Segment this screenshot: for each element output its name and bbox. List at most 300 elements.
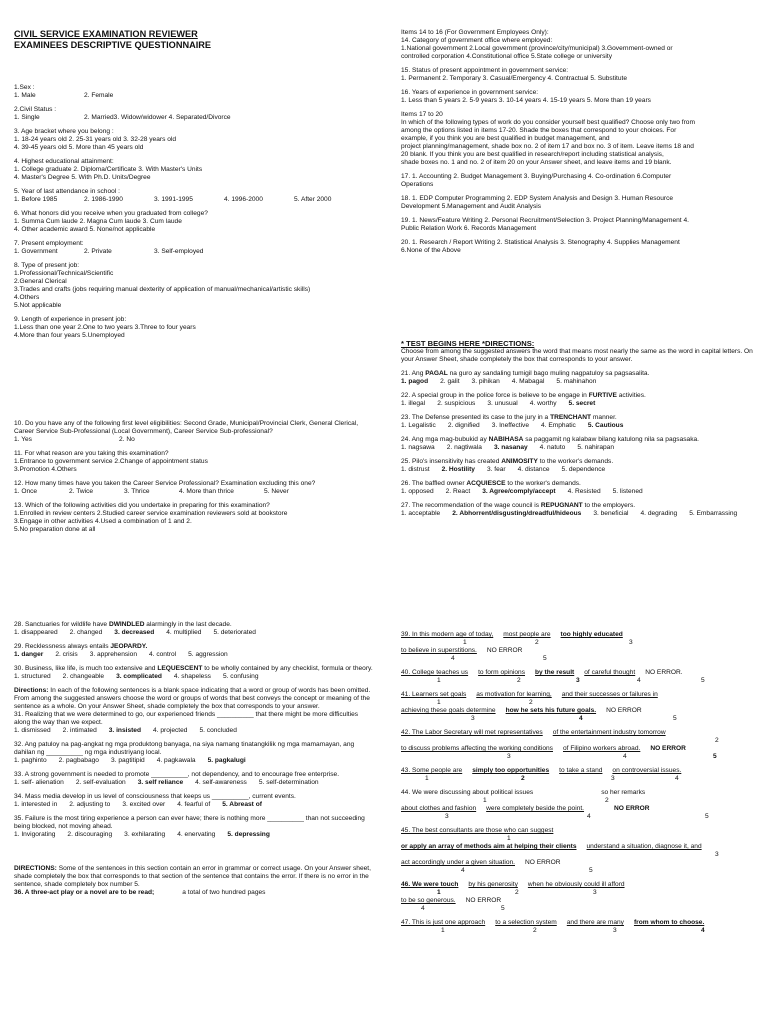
option: 3. Agree/comply/accept bbox=[482, 488, 556, 495]
option: 3. Ineffective bbox=[491, 422, 530, 429]
option: 1. self- alienation bbox=[14, 779, 64, 786]
error-segment: 41. Learners set goals bbox=[401, 691, 467, 698]
option: 3. complicated bbox=[116, 673, 162, 680]
error-item bbox=[401, 827, 759, 875]
test-question: 26. The baffled owner ACQUIESCE to the worker's demands. bbox=[401, 480, 581, 487]
option: 1. illegal bbox=[401, 400, 426, 407]
option: 1. Invigorating bbox=[14, 831, 56, 838]
option: 5. confusing bbox=[222, 673, 259, 680]
test-item bbox=[401, 370, 759, 386]
test-options bbox=[14, 673, 374, 681]
segment-number: 1 bbox=[425, 775, 429, 782]
test-item bbox=[401, 480, 759, 496]
error-segment: NO ERROR bbox=[614, 805, 650, 812]
text-line: In which of the following types of work do you consider yourself best qualified? Choose only two from bbox=[401, 119, 695, 126]
segment-number: 4 bbox=[461, 867, 465, 874]
test-item bbox=[14, 771, 374, 787]
option: 4. enervating bbox=[177, 831, 216, 838]
directions-text: Directions: In each of the following sentences is a blank space indicating that a word or group of words has been omitted. From among the suggested answers choose the word or groups of words that best conveys the concept or meaning of the sentence as a whole. On your Answer Sheet, shade completely the box that corresponds to your answer. bbox=[14, 687, 371, 710]
test-options bbox=[14, 831, 374, 839]
sentence-line bbox=[401, 691, 759, 699]
option: 2. Private bbox=[84, 248, 112, 255]
error-segment: too highly educated bbox=[560, 631, 623, 638]
text-line: 14. Category of government office where employed: bbox=[401, 37, 553, 44]
option: 4. natuto bbox=[539, 444, 566, 451]
test-item bbox=[401, 414, 759, 430]
segment-number: 5 bbox=[543, 655, 547, 662]
text-line: 19. 1. News/Feature Writing 2. Personal Recruitment/Selection 3. Project Planning/Management 4. bbox=[401, 217, 689, 224]
sentence-line bbox=[401, 897, 759, 905]
error-segment: to believe in superstitions. bbox=[401, 647, 477, 654]
option: 5. dependence bbox=[561, 466, 606, 473]
document-title: CIVIL SERVICE EXAMINATION REVIEWER bbox=[14, 29, 198, 39]
keyword: FURTIVE bbox=[588, 392, 617, 399]
sentence-line bbox=[401, 767, 759, 775]
sentence-line bbox=[401, 843, 759, 851]
option: 1. acceptable bbox=[401, 510, 441, 517]
option: 5. secret bbox=[568, 400, 596, 407]
text-line: Development 5.Management and Audit Analysis bbox=[401, 203, 542, 210]
question-block bbox=[14, 240, 374, 256]
option: 5. depressing bbox=[227, 831, 270, 838]
option-row bbox=[14, 248, 374, 256]
option: 1. Single bbox=[14, 114, 40, 121]
segment-number: 3 bbox=[629, 639, 633, 646]
question-block bbox=[401, 67, 759, 83]
test-options bbox=[14, 727, 374, 735]
test-item bbox=[401, 502, 759, 518]
text-line: project planning/management, shade box no. 2 of item 17 and box no. 3 of item. Leave items 18 and bbox=[401, 143, 694, 150]
test-question: 24. Ang mga mag-bubukid ay NABIHASA sa paggamit ng kalabaw bilang katulong nila sa pagsasaka. bbox=[401, 436, 700, 443]
option: 4. projected bbox=[153, 727, 188, 734]
option: 4. worthy bbox=[529, 400, 557, 407]
option: 2. intimated bbox=[62, 727, 97, 734]
sentence-line bbox=[401, 647, 759, 655]
keyword: PAGAL bbox=[425, 370, 448, 377]
question-text: 2.Civil Status : bbox=[14, 106, 57, 113]
option-row bbox=[14, 114, 374, 122]
error-item bbox=[401, 691, 759, 723]
segment-number: 3 bbox=[471, 715, 475, 722]
segment-number: 3 bbox=[576, 677, 580, 684]
question-block bbox=[14, 158, 374, 182]
error-segment: to take a stand bbox=[559, 767, 603, 774]
test-question: 27. The recommendation of the wage council is REPUGNANT to the employers. bbox=[401, 502, 636, 509]
question-block bbox=[14, 450, 374, 474]
sentence-line bbox=[401, 881, 759, 889]
option: 4. control bbox=[148, 651, 177, 658]
segment-number: 4 bbox=[701, 927, 705, 934]
option: 2. discouraging bbox=[67, 831, 113, 838]
option: 2. Abhorrent/disgusting/dreadful/hideous bbox=[452, 510, 582, 517]
test-question: 22. A special group in the police force is believe to be engage in FURTIVE activities. bbox=[401, 392, 646, 399]
question-block bbox=[401, 239, 759, 255]
text-line: Operations bbox=[401, 181, 434, 188]
segment-number: 3 bbox=[507, 753, 511, 760]
option: 1. danger bbox=[14, 651, 44, 658]
error-segment: 42. The Labor Secretary will met representatives bbox=[401, 729, 543, 736]
error-segment: and there are many bbox=[566, 919, 624, 926]
option: 4. multiplied bbox=[166, 629, 202, 636]
error-segment: how he sets his future goals. bbox=[505, 707, 597, 714]
error-item bbox=[401, 919, 759, 935]
option: 1. pagod bbox=[401, 378, 429, 385]
number-row bbox=[401, 699, 759, 707]
question-block bbox=[14, 128, 374, 152]
spacer bbox=[14, 845, 374, 865]
test-heading: * TEST BEGINS HERE *DIRECTIONS: bbox=[401, 339, 535, 348]
test-options bbox=[401, 510, 759, 518]
error-segment: or apply an array of methods aim at helping their clients bbox=[401, 843, 577, 850]
option-line: 5.Not applicable bbox=[14, 302, 62, 309]
option: 4. fearful of bbox=[177, 801, 211, 808]
error-segment: NO ERROR bbox=[525, 859, 561, 866]
directions-label: Directions: bbox=[14, 687, 49, 694]
test-options bbox=[14, 757, 374, 765]
error-segment: 45. The best consultants are those who can suggest bbox=[401, 827, 554, 834]
option: 2. pagbabago bbox=[58, 757, 99, 764]
option: 3. decreased bbox=[114, 629, 155, 636]
segment-number: 1 bbox=[437, 677, 441, 684]
error-segment: on controversial issues. bbox=[612, 767, 682, 774]
question-text: 7. Present employment: bbox=[14, 240, 84, 247]
segment-number: 2 bbox=[533, 927, 537, 934]
error-segment: by the result bbox=[535, 669, 575, 676]
test-question: 31. Realizing that we were determined to go, our experienced friends __________ that there might be more difficulties along the way than we expect. bbox=[14, 711, 359, 726]
option: 2. dignified bbox=[447, 422, 480, 429]
option-line: 4. 39-45 years old 5. More than 45 years old bbox=[14, 144, 144, 151]
option: 1. interested in bbox=[14, 801, 58, 808]
option: 2. adjusting to bbox=[69, 801, 111, 808]
left-questionnaire bbox=[14, 84, 374, 346]
number-row bbox=[401, 889, 759, 897]
number-row bbox=[401, 715, 759, 723]
option: 3. self reliance bbox=[137, 779, 184, 786]
segment-number: 5 bbox=[501, 905, 505, 912]
error-segment: understand a situation, diagnose it, and bbox=[586, 843, 702, 850]
text-line: 20 blank. If you think you are best qualified in research/report including statistical analysis, bbox=[401, 151, 664, 158]
option: 5. After 2000 bbox=[294, 196, 332, 203]
error-segment: 36. A three-act play or a novel are to be read; bbox=[14, 889, 155, 896]
test-directions: Choose from among the suggested answers the word that means most nearly the same as the word in capital letters. On your Answer Sheet, shade completely the box that corresponds to your answer. bbox=[401, 348, 753, 363]
directions-text: DIRECTIONS: Some of the sentences in this section contain an error in grammar or correct usage. On your Answer sheet, shade completely the box that corresponds to that section of the sentence that contains the error. If there is no error in the sentence, shade completely box number 5. bbox=[14, 865, 371, 888]
error-segment: were completely beside the point. bbox=[486, 805, 585, 812]
option-line: 4.More than four years 5.Unemployed bbox=[14, 332, 125, 339]
segment-number: 4 bbox=[587, 813, 591, 820]
error-segment: NO ERROR bbox=[486, 647, 523, 654]
question-text: 11. For what reason are you taking this examination? bbox=[14, 450, 169, 457]
option: 1. Yes bbox=[14, 436, 32, 443]
error-segment: 43. Some people are bbox=[401, 767, 463, 774]
segment-number: 1 bbox=[437, 699, 441, 706]
option: 4. 1996-2000 bbox=[224, 196, 263, 203]
keyword: DWINDLED bbox=[108, 621, 145, 628]
option: 5. Never bbox=[264, 488, 289, 495]
test-question: 32. Ang patuloy na pag-angkat ng mga produktong banyaga, na siya namang tinatangkilik ng mga mamamayan, ang dahilan ng __________ ng mga industriyang local. bbox=[14, 741, 355, 756]
keyword: TRENCHANT bbox=[550, 414, 592, 421]
option-line: 1. College graduate 2. Diploma/Certificate 3. With Master's Units bbox=[14, 166, 203, 173]
test-item bbox=[401, 392, 759, 408]
option: 4. Mabagal bbox=[511, 378, 545, 385]
number-row bbox=[401, 639, 759, 647]
test-options bbox=[14, 779, 374, 787]
option-line: 4. Master's Degree 5. With Ph.D. Units/Degree bbox=[14, 174, 151, 181]
test-question: 34. Mass media develop in us level of consciousness that keeps us __________, current events. bbox=[14, 793, 296, 800]
test-options bbox=[14, 801, 374, 809]
segment-number: 4 bbox=[579, 715, 583, 722]
option: 4. shapeless bbox=[173, 673, 211, 680]
error-segment: to form opinions bbox=[478, 669, 526, 676]
option-line: 1. 18-24 years old 2. 25-31 years old 3. 32-28 years old bbox=[14, 136, 177, 143]
segment-number: 3 bbox=[715, 851, 719, 858]
segment-number: 3 bbox=[593, 889, 597, 896]
error-segment: 39. In this modern age of today, bbox=[401, 631, 494, 638]
option: 2. crisis bbox=[55, 651, 78, 658]
option: 3. Thrice bbox=[124, 488, 150, 495]
test-options bbox=[401, 466, 759, 474]
question-block bbox=[401, 89, 759, 105]
question-text: 10. Do you have any of the following first level eligibilities: Second Grade, Municipal/Provincial Clerk, General Clerical, Career Service Sub-Professional (Local Government), Career Service Sub-professional? bbox=[14, 420, 359, 435]
option: 1. Government bbox=[14, 248, 58, 255]
segment-number: 5 bbox=[713, 753, 717, 760]
number-row bbox=[401, 813, 759, 821]
error-segment: 40. College teaches us bbox=[401, 669, 469, 676]
option: 4. More than thrice bbox=[179, 488, 234, 495]
number-row bbox=[401, 737, 759, 745]
option: 1. Once bbox=[14, 488, 38, 495]
directions-label: DIRECTIONS: bbox=[14, 865, 57, 872]
keyword: JEOPARDY. bbox=[110, 643, 148, 650]
option-line: 1.Enrolled in review centers 2.Studied career service examination reviewers sold at bookstore bbox=[14, 510, 288, 517]
text-line: 1. Less than 5 years 2. 5-9 years 3. 10-14 years 4. 15-19 years 5. More than 19 years bbox=[401, 97, 651, 104]
keyword: NABIHASA bbox=[488, 436, 524, 443]
option-line: 4.Others bbox=[14, 294, 40, 301]
test-question: 28. Sanctuaries for wildlife have DWINDLED alarmingly in the last decade. bbox=[14, 621, 232, 628]
error-segment: to discuss problems affecting the working conditions bbox=[401, 745, 553, 752]
test-options bbox=[401, 400, 759, 408]
error-segment: and their successes or failures in bbox=[561, 691, 658, 698]
option: 5. Abreast of bbox=[222, 801, 262, 808]
text-line: Public Relation Work 6. Records Management bbox=[401, 225, 537, 232]
bottom-left-section bbox=[14, 621, 374, 897]
segment-number: 1 bbox=[483, 797, 487, 804]
segment-number: 4 bbox=[675, 775, 679, 782]
error-segment: when he obviously could ill afford bbox=[527, 881, 625, 888]
option-row bbox=[14, 488, 374, 496]
question-block bbox=[14, 502, 374, 534]
number-row bbox=[401, 677, 759, 685]
segment-number: 2 bbox=[715, 737, 719, 744]
question-block bbox=[401, 173, 759, 189]
option: 3. fear bbox=[486, 466, 506, 473]
option: 3. beneficial bbox=[593, 510, 629, 517]
option: 4. degrading bbox=[640, 510, 678, 517]
test-options bbox=[401, 444, 759, 452]
error-segment: NO ERROR bbox=[606, 707, 642, 714]
question-block bbox=[14, 106, 374, 122]
option: 1. structured bbox=[14, 673, 51, 680]
error-segment: act accordingly under a given situation. bbox=[401, 859, 515, 866]
option: 5. listened bbox=[612, 488, 643, 495]
option: 2. 1986-1990 bbox=[84, 196, 123, 203]
test-options bbox=[401, 378, 759, 386]
test-question bbox=[14, 889, 374, 897]
option: 1. dismissed bbox=[14, 727, 51, 734]
option: 2. Married3. Widow/widower 4. Separated/Divorce bbox=[84, 114, 231, 121]
number-row bbox=[401, 851, 759, 859]
segment-number: 4 bbox=[421, 905, 425, 912]
error-segment: 47. This is just one approach bbox=[401, 919, 486, 926]
segment-number: 1 bbox=[437, 889, 441, 896]
question-block bbox=[401, 217, 759, 233]
option: 4. Resisted bbox=[567, 488, 601, 495]
text-line: 6.None of the Above bbox=[401, 247, 461, 254]
segment-number: 5 bbox=[673, 715, 677, 722]
text-line: 18. 1. EDP Computer Programming 2. EDP System Analysis and Design 3. Human Resource bbox=[401, 195, 674, 202]
number-row bbox=[401, 775, 759, 783]
sentence-line bbox=[401, 631, 759, 639]
test-section bbox=[401, 339, 759, 524]
number-row bbox=[401, 835, 759, 843]
segment-number: 4 bbox=[451, 655, 455, 662]
question-text: 9. Length of experience in present job: bbox=[14, 316, 127, 323]
text-line: controlled corporation 4.Constitutional office 5.State college or university bbox=[401, 53, 612, 60]
option: 4. pagkawala bbox=[156, 757, 196, 764]
option-line: 1.Entrance to government service 2.Change of appointment status bbox=[14, 458, 208, 465]
text-line: 16. Years of experience in government service: bbox=[401, 89, 539, 96]
keyword: ANIMOSITY bbox=[501, 458, 538, 465]
error-segment: to a selection system bbox=[495, 919, 557, 926]
error-segment: NO ERROR. bbox=[645, 669, 683, 676]
option: 5. self-determination bbox=[258, 779, 319, 786]
option: 1. nagsawa bbox=[401, 444, 435, 451]
error-item bbox=[401, 631, 759, 663]
question-block bbox=[14, 316, 374, 340]
question-block bbox=[401, 29, 759, 61]
segment-number: 2 bbox=[515, 889, 519, 896]
error-segment: simply too opportunities bbox=[472, 767, 550, 774]
segment-number: 2 bbox=[535, 639, 539, 646]
text-line: 15. Status of present appointment in government service: bbox=[401, 67, 569, 74]
segment-number: 5 bbox=[701, 677, 705, 684]
option: 2. galit bbox=[440, 378, 460, 385]
option: 3. exhilarating bbox=[124, 831, 166, 838]
segment-number: 4 bbox=[623, 753, 627, 760]
question-text: 8. Type of present job: bbox=[14, 262, 80, 269]
question-text: 1.Sex : bbox=[14, 84, 35, 91]
question-block bbox=[401, 195, 759, 211]
option: 1. paghinto bbox=[14, 757, 47, 764]
option-line: 5.No preparation done at all bbox=[14, 526, 96, 533]
option: 1. distrust bbox=[401, 466, 430, 473]
option: 3. Self-employed bbox=[154, 248, 204, 255]
question-block bbox=[14, 480, 374, 496]
option-line: 3.Trades and crafts (jobs requiring manual dexterity of application of manual/mechanical/artistic skills) bbox=[14, 286, 311, 293]
right-questionnaire bbox=[401, 29, 759, 261]
sentence-line bbox=[401, 859, 759, 867]
text-line: Items 14 to 16 (For Government Employees Only): bbox=[401, 29, 549, 36]
error-segment: as motivation for learning, bbox=[476, 691, 552, 698]
error-segment: 44. We were discussing about political issues bbox=[401, 789, 534, 796]
question-text: 12. How many times have you taken the Career Service Professional? Examination excluding this one? bbox=[14, 480, 316, 487]
number-row bbox=[401, 927, 759, 935]
sentence-line bbox=[401, 827, 759, 835]
error-segment: of the entertainment industry tomorrow bbox=[552, 729, 666, 736]
error-segment: achieving these goals determine bbox=[401, 707, 496, 714]
error-item bbox=[401, 881, 759, 913]
option: 2. self-evaluation bbox=[75, 779, 126, 786]
sentence-line bbox=[401, 729, 759, 737]
segment-number: 2 bbox=[517, 677, 521, 684]
option-line: 1.Professional/Technical/Scientific bbox=[14, 270, 114, 277]
option: 3. excited over bbox=[122, 801, 166, 808]
option: 2. Twice bbox=[69, 488, 94, 495]
question-text: 4. Highest educational attainment: bbox=[14, 158, 114, 165]
option: 3. insisted bbox=[108, 727, 141, 734]
test-question: 23. The Defense presented its case to the jury in a TRENCHANT manner. bbox=[401, 414, 617, 421]
option: 2. Hostility bbox=[441, 466, 475, 473]
text-line: 1.National government 2.Local government (province/city/municipal) 3.Government-owned or bbox=[401, 45, 673, 52]
text-line: among the options listed in items 17-20. Shade the boxes that correspond to your choices. For bbox=[401, 127, 677, 134]
option: 2. changeable bbox=[62, 673, 105, 680]
left-questionnaire-2 bbox=[14, 420, 374, 540]
test-question: 21. Ang PAGAL na guro ay sandaling tumigil bago muling nagpatuloy sa pagsasalita. bbox=[401, 370, 650, 377]
keyword: REPUGNANT bbox=[540, 502, 583, 509]
option: 3. 1991-1995 bbox=[154, 196, 193, 203]
test-options bbox=[401, 422, 759, 430]
segment-number: 1 bbox=[507, 835, 511, 842]
question-block bbox=[14, 210, 374, 234]
segment-number: 2 bbox=[529, 699, 533, 706]
test-item bbox=[14, 665, 374, 681]
option-row bbox=[14, 196, 374, 204]
test-item bbox=[14, 741, 374, 765]
option: 3. apprehension bbox=[89, 651, 137, 658]
number-row bbox=[401, 797, 759, 805]
error-segment: 46. We were touch bbox=[401, 881, 459, 888]
test-item bbox=[401, 458, 759, 474]
option: 5. deteriorated bbox=[213, 629, 256, 636]
test-question: 25. Pilo's insensitivity has created ANIMOSITY to the worker's demands. bbox=[401, 458, 614, 465]
test-item bbox=[14, 621, 374, 637]
segment-number: 3 bbox=[611, 775, 615, 782]
option-row bbox=[14, 436, 374, 444]
test-item bbox=[14, 711, 374, 735]
error-segment: a total of two hundred pages bbox=[182, 889, 266, 896]
segment-number: 3 bbox=[445, 813, 449, 820]
question-block bbox=[14, 188, 374, 204]
option: 5. aggression bbox=[188, 651, 228, 658]
question-text: 5. Year of last attendance in school : bbox=[14, 188, 120, 195]
text-line: 20. 1. Research / Report Writing 2. Statistical Analysis 3. Stenography 4. Supplies Management bbox=[401, 239, 680, 246]
test-question: 30. Business, like life, is much too extensive and LEQUESCENT to be wholly contained by any checklist, formula or theory. bbox=[14, 665, 373, 672]
test-item bbox=[14, 815, 374, 839]
option: 1. Before 1985 bbox=[14, 196, 58, 203]
error-segment: about clothes and fashion bbox=[401, 805, 477, 812]
test-options bbox=[14, 629, 374, 637]
error-segment: from whom to choose. bbox=[633, 919, 705, 926]
option: 2. Female bbox=[84, 92, 114, 99]
error-item bbox=[401, 767, 759, 783]
error-item bbox=[401, 789, 759, 821]
segment-number: 1 bbox=[463, 639, 467, 646]
segment-number: 3 bbox=[613, 927, 617, 934]
segment-number: 2 bbox=[605, 797, 609, 804]
error-segment: by his generosity bbox=[468, 881, 518, 888]
segment-number: 5 bbox=[589, 867, 593, 874]
number-row bbox=[401, 867, 759, 875]
segment-number: 2 bbox=[521, 775, 525, 782]
